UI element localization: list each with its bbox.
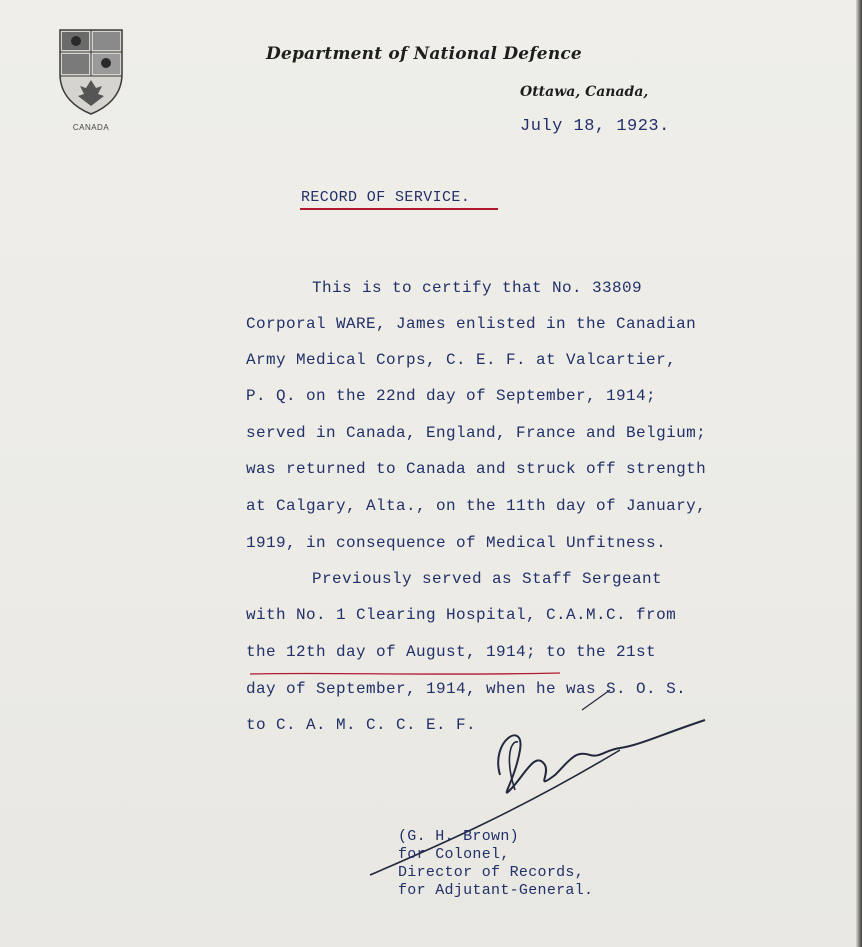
crest-caption: CANADA (72, 123, 110, 132)
body-line: day of September, 1914, when he was S. O. S. (246, 680, 687, 698)
body-line: Army Medical Corps, C. E. F. at Valcartier, (246, 351, 677, 369)
location-line: Ottawa, Canada, (520, 84, 649, 100)
body-line: the 12th day of August, 1914; to the 21st (246, 643, 657, 661)
body-line: 1919, in consequence of Medical Unfitness. (246, 534, 667, 552)
body-line: P. Q. on the 22nd day of September, 1914; (246, 387, 657, 405)
signatory-name: (G. H. Brown) (398, 828, 519, 845)
record-title: RECORD OF SERVICE. (301, 189, 471, 206)
title-underline (300, 208, 498, 210)
body-line: This is to certify that No. 33809 (312, 279, 643, 297)
body-line: was returned to Canada and struck off strength (246, 460, 707, 478)
handwritten-underline (248, 670, 563, 680)
signatory-authority: for Adjutant-General. (398, 882, 594, 899)
signatory-role: for Colonel, (398, 846, 510, 863)
body-line: with No. 1 Clearing Hospital, C.A.M.C. from (246, 606, 677, 624)
body-line: at Calgary, Alta., on the 11th day of January, (246, 497, 707, 515)
body-line: served in Canada, England, France and Belgium; (246, 424, 707, 442)
body-line: Previously served as Staff Sergeant (312, 570, 663, 588)
signatory-title: Director of Records, (398, 864, 585, 881)
department-heading: Department of National Defence (266, 44, 582, 64)
canada-crest-icon (56, 26, 126, 116)
body-line: Corporal WARE, James enlisted in the Canadian (246, 315, 697, 333)
page-edge-shadow (856, 0, 862, 947)
letter-date: July 18, 1923. (520, 117, 670, 136)
body-line: to C. A. M. C. C. E. F. (246, 716, 477, 734)
